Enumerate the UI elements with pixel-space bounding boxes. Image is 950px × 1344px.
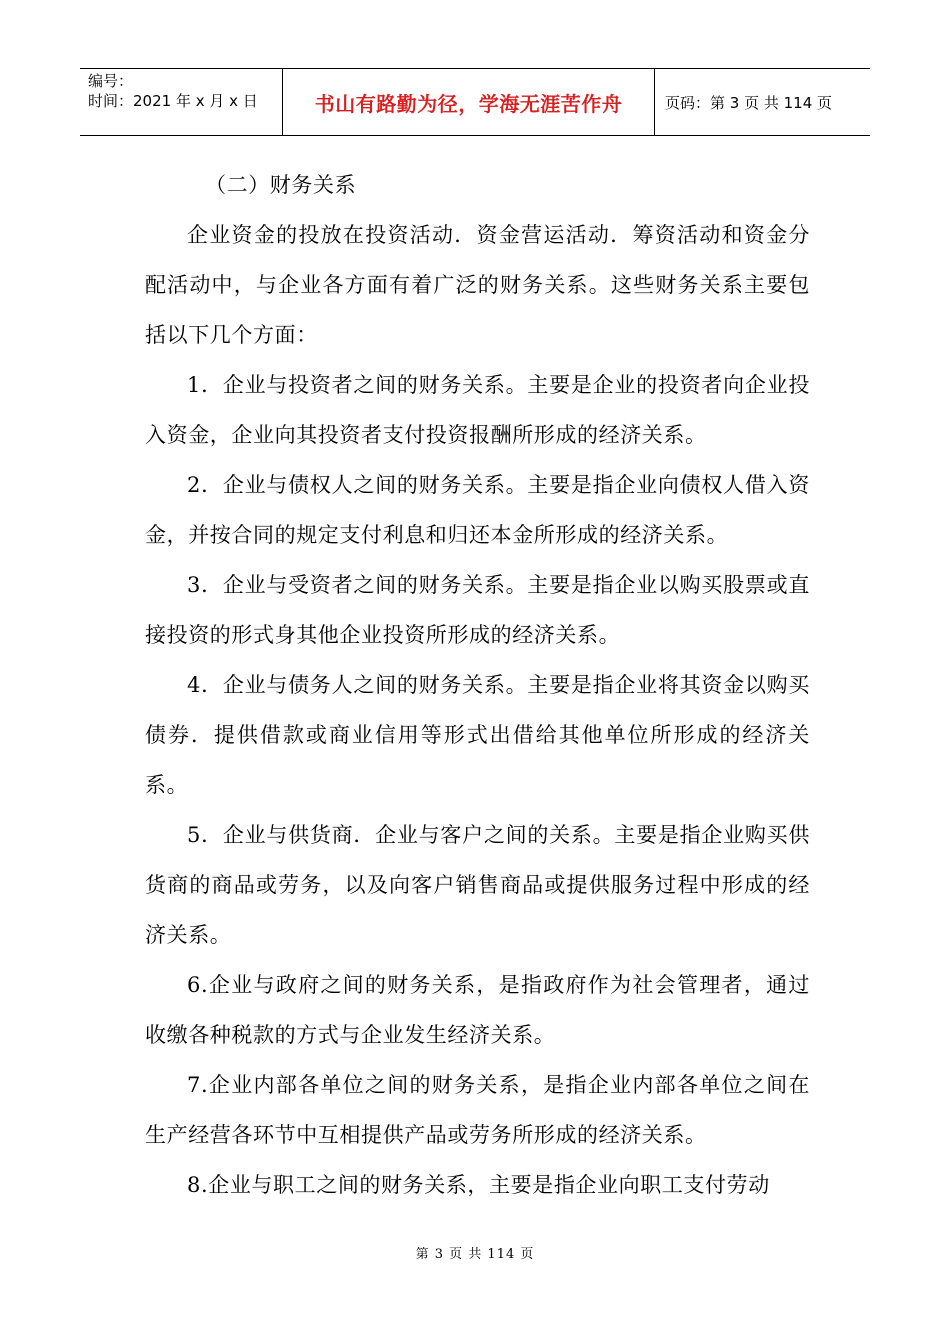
header-page-cell	[655, 69, 870, 135]
document-header	[80, 68, 870, 136]
paragraph-item-3: 3．企业与受资者之间的财务关系。主要是指企业以购买股票或直接投资的形式身其他企业投资所形成的经济关系。	[145, 573, 810, 647]
paragraph-intro: 企业资金的投放在投资活动．资金营运活动．筹资活动和资金分配活动中，与企业各方面有着广泛的财务关系。这些财务关系主要包括以下几个方面：	[145, 223, 810, 347]
paragraph-item-5: 5．企业与供货商．企业与客户之间的关系。主要是指企业购买供货商的商品或劳务，以及向客户销售商品或提供服务过程中形成的经济关系。	[145, 823, 810, 947]
header-motto-cell	[283, 69, 655, 135]
paragraph-item-6: 6.企业与政府之间的财务关系，是指政府作为社会管理者，通过收缴各种税款的方式与企业发生经济关系。	[145, 973, 810, 1047]
paragraph-item-4: 4．企业与债务人之间的财务关系。主要是指企业将其资金以购买债券．提供借款或商业信用等形式出借给其他单位所形成的经济关系。	[145, 673, 810, 797]
paragraph-item-7: 7.企业内部各单位之间的财务关系，是指企业内部各单位之间在生产经营各环节中互相提供产品或劳务所形成的经济关系。	[145, 1073, 810, 1147]
document-number-label: 编号：	[88, 72, 134, 90]
header-motto: 书山有路勤为径，学海无涯苦作舟	[314, 91, 623, 116]
document-body	[145, 160, 810, 1210]
paragraph-item-1: 1．企业与投资者之间的财务关系。主要是企业的投资者向企业投入资金，企业向其投资者支付投资报酬所形成的经济关系。	[145, 373, 810, 447]
header-page-info: 页码：第 3 页 共 114 页	[665, 93, 833, 112]
header-meta-cell	[80, 69, 283, 135]
paragraph-item-8: 8.企业与职工之间的财务关系，主要是指企业向职工支付劳动	[187, 1173, 770, 1197]
paragraph-item-2: 2．企业与债权人之间的财务关系。主要是指企业向债权人借入资金，并按合同的规定支付利息和归还本金所形成的经济关系。	[145, 473, 810, 547]
page-footer	[0, 1243, 950, 1262]
document-date-label: 时间：2021 年 x 月 x 日	[88, 92, 258, 110]
section-title: （二）财务关系	[205, 173, 357, 197]
footer-page-number: 第 3 页 共 114 页	[415, 1247, 535, 1262]
